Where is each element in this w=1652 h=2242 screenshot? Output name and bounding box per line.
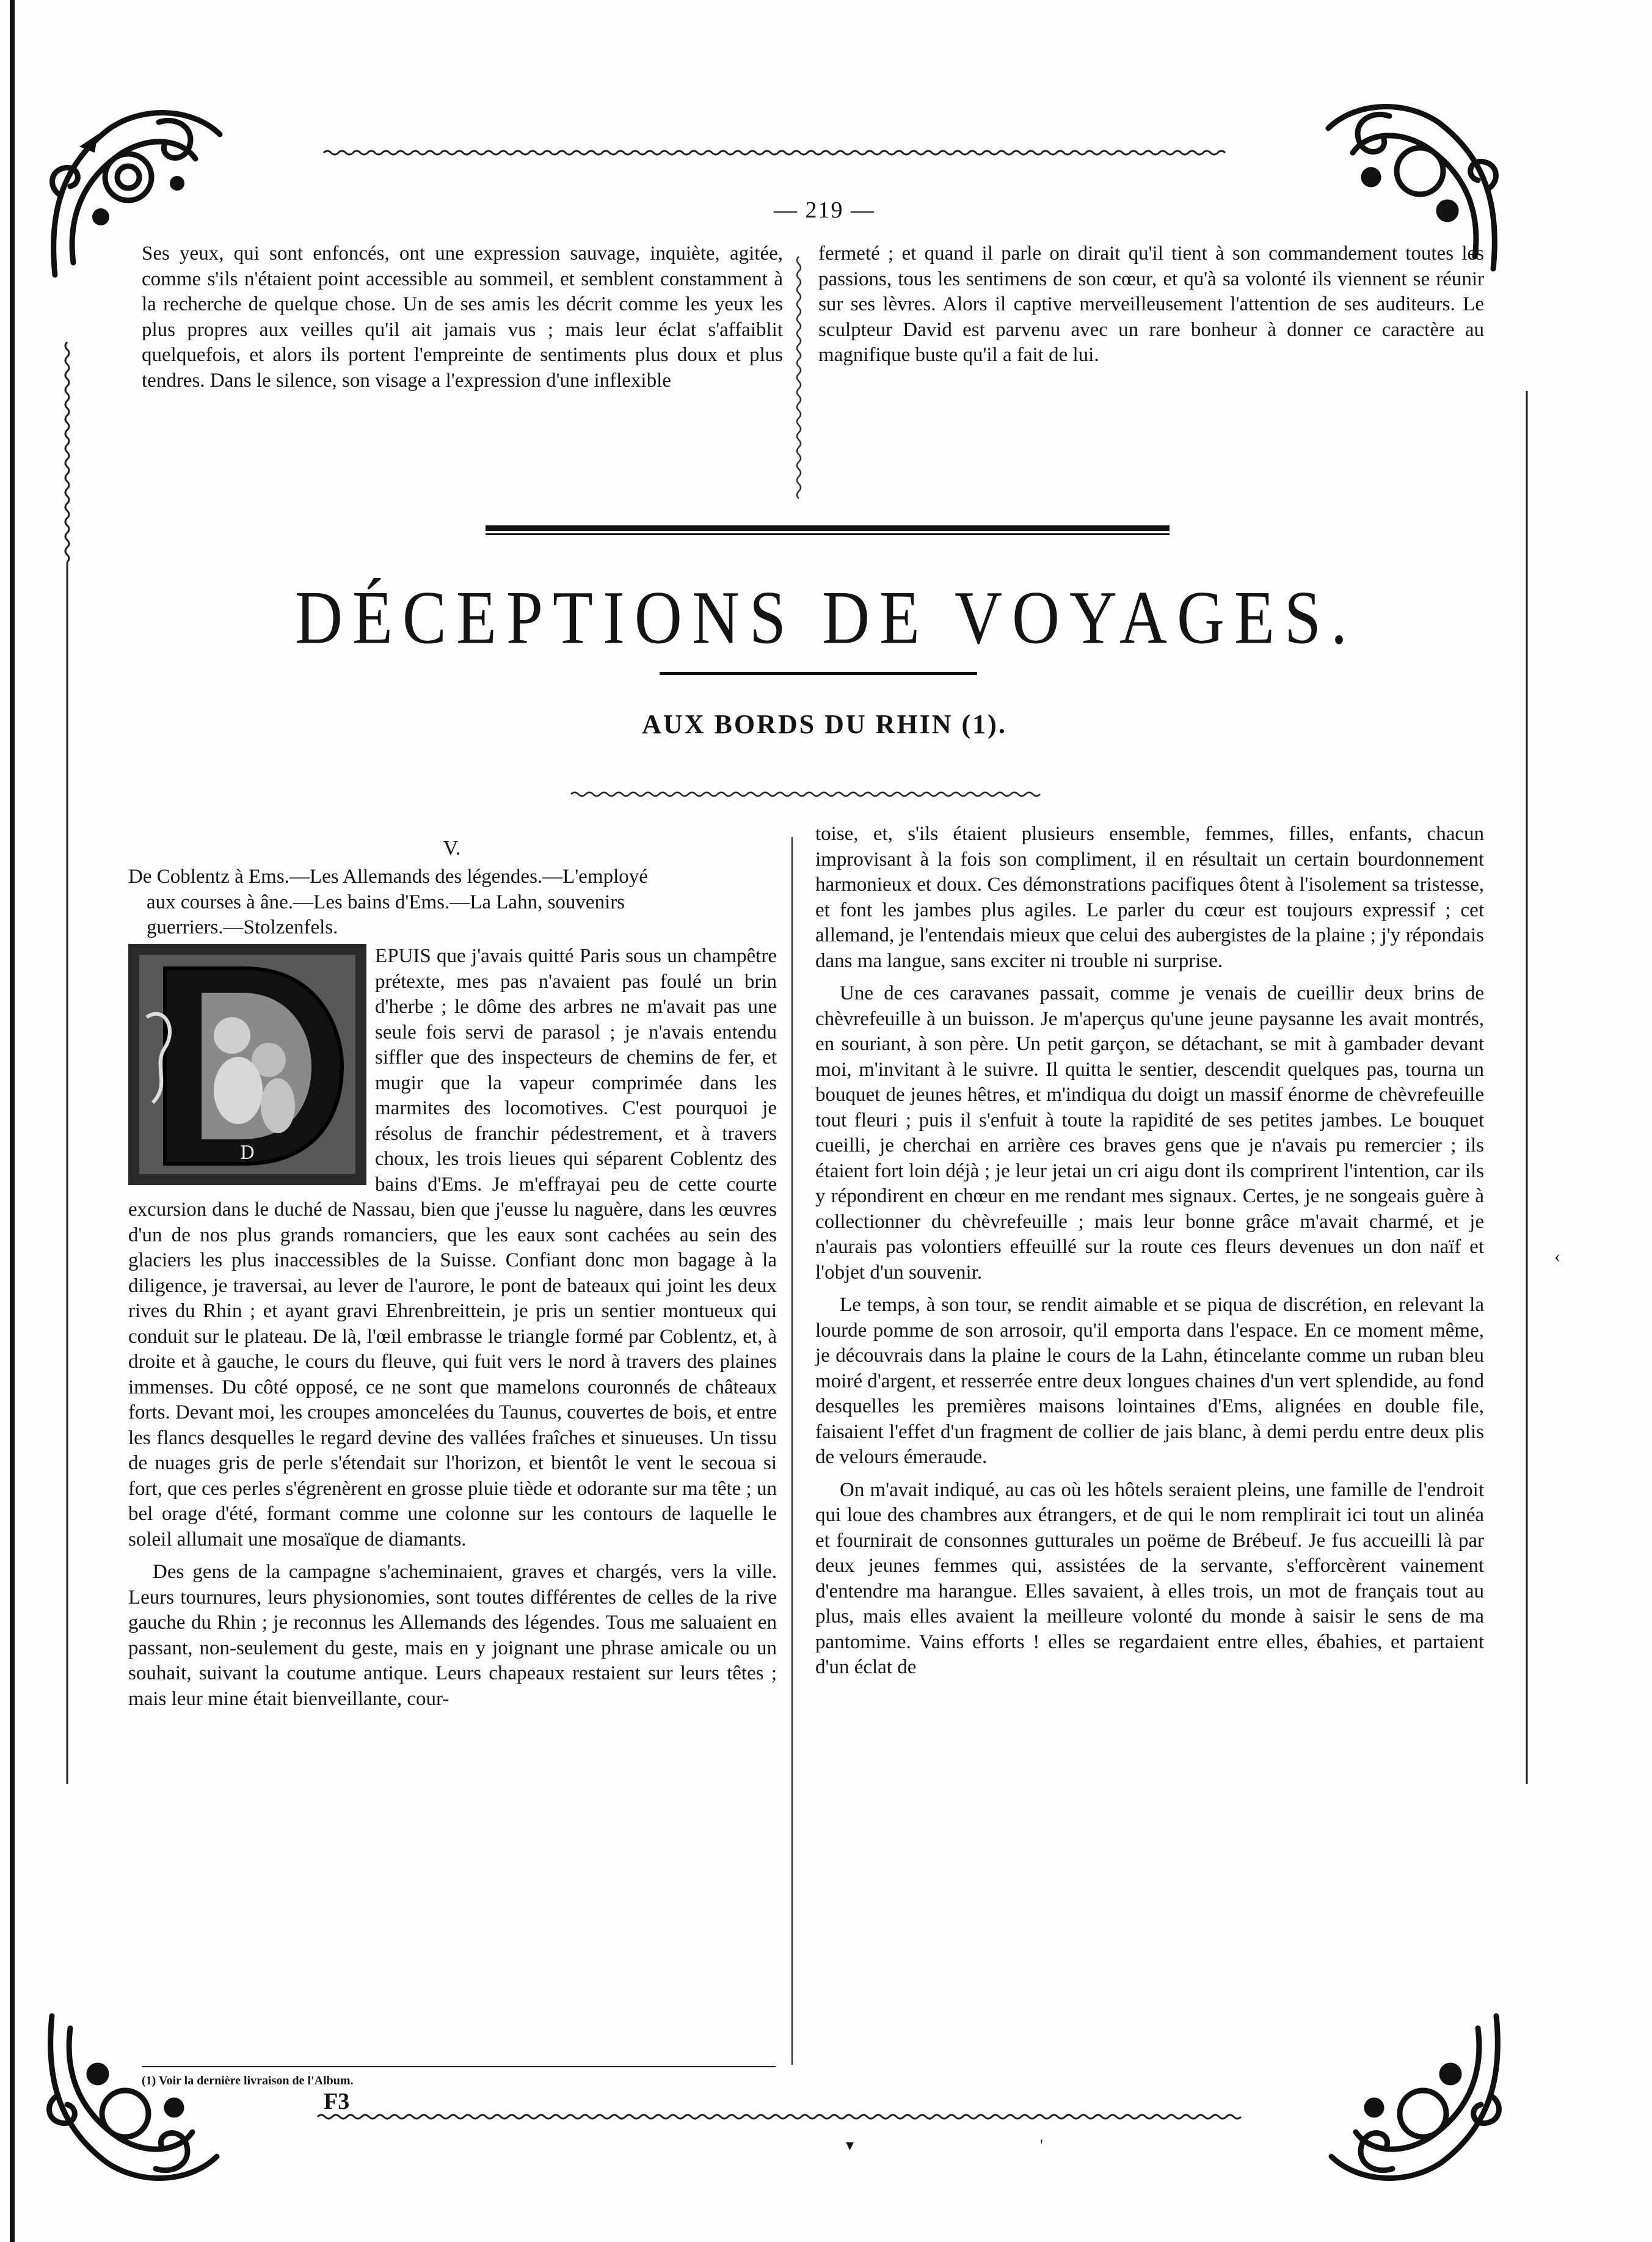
section-number: V. bbox=[443, 837, 461, 860]
article-paragraph: Des gens de la campagne s'acheminaient, graves et chargés, vers la ville. Leurs tournures, leurs physionomies, sont toutes différentes de celles de la rive gauche du Rhin ; je reconnus les Allemands des légendes. Tous me saluaient en passant, non-seulement du geste, mais en y joignant une phrase amicale ou un souhait, suivant la coutume antique. Leurs chapeaux restaient sur leurs têtes ; mais leur mine était bienveillante, cour- bbox=[128, 1561, 777, 1710]
printer-signature: F3 bbox=[324, 2089, 350, 2114]
summary-line: De Coblentz à Ems.—Les Allemands des légendes.—L'employé bbox=[128, 866, 648, 888]
top-right-column bbox=[818, 241, 1484, 376]
article-right-column bbox=[815, 822, 1484, 1688]
article-paragraph: toise, et, s'ils étaient plusieurs ensemble, femmes, filles, enfants, chacun improvisant à la fois son compliment, il en résultait un certain bourdonnement harmonieux et doux. Ces démonstrations pacifiques ôtent à l'isolement sa tristesse, et font les jambes plus agiles. Le parler du cœur est toujours expressif ; cet allemand, je l'entendais mieux que celui des aubergistes de la plaine ; j'y répondais dans ma langue, sans exciter ni trouble ni surprise. bbox=[815, 823, 1484, 972]
page-number: — 219 — bbox=[774, 197, 875, 223]
article-title: DÉCEPTIONS DE VOYAGES. bbox=[294, 576, 1358, 660]
summary-line: aux courses à âne.—Les bains d'Ems.—La Lahn, souvenirs bbox=[147, 891, 625, 913]
dropcap-letter: D bbox=[239, 1142, 255, 1164]
bottom-mark: ' bbox=[1040, 2136, 1043, 2154]
article-paragraph: On m'avait indiqué, au cas où les hôtels seraient pleins, une famille de l'endroit qui loue des chambres aux étrangers, et de qui le nom remplirait ici tout un alinéa et fournirait de consonnes gutturales un poëme de Brébeuf. Je fus accueilli là par deux jeunes femmes qui, assistées de la servante, s'efforcèrent vainement d'entendre ma harangue. Elles savaient, à elles trois, un mot de français tout au plus, mais elles avaient la meilleure volonté du monde à saisir le sens de ma pantomime. Vains efforts ! elles se regardaient entre elles, ébahies, et partaient d'un éclat de bbox=[815, 1478, 1484, 1678]
article-left-column bbox=[128, 944, 777, 1719]
top-left-paragraph: Ses yeux, qui sont enfoncés, ont une expression sauvage, inquiète, agitée, comme s'ils n'étaient point accessible au sommeil, et semblent constamment à la recherche de quelque chose. Un de ses amis les décrit comme les yeux les plus propres aux veilles qu'il ait jamais vus ; mais leur éclat s'affaiblit quelquefois, et alors ils portent l'empreinte de sentiments plus doux et plus tendres. Dans le silence, son visage a l'expression d'une inflexible bbox=[142, 243, 783, 392]
article-paragraph: EPUIS que j'avais quitté Paris sous un champêtre prétexte, mes pas n'avaient pas foulé un brin d'herbe ; le dôme des arbres ne m'avait pas une seule fois servi de parasol ; je n'avais entendu siffler que des inspecteurs de chemins de fer, et mugir que la vapeur comprimée dans les marmites des locomotives. C'est pourquoi je résolus de franchir pédestrement, et à travers choux, les trois lieues qui séparent Coblentz des bains d'Ems. Je m'effrayai peu de cette courte excursion dans le duché de Nassau, bien que j'eusse lu naguère, dans les œuvres d'un de nos plus grands romanciers, que les eaux sont cachées au sein des glaciers les plus inaccessibles de la Suisse. Confiant donc mon bagage à la diligence, je traversai, au lever de l'aurore, le pont de bateaux qui joint les deux rives du Rhin ; et ayant gravi Ehrenbreittein, je pris un sentier montueux qui conduit sur le plateau. De là, l'œil embrasse le triangle formé par Coblentz, et, à droite et à gauche, le cours du fleuve, qui fuit vers le nord à travers des plaines immenses. Du côté opposé, ce ne sont que mamelons couronnés de châteaux forts. Devant moi, les croupes amoncelées du Taunus, couvertes de bois, et entre les flancs desquelles le regard devine des vallées fraîches et sinueuses. Un tissu de nuages gris de perle s'étendait sur l'horizon, et bientôt le vent le secoua si fort, que ces perles s'égrenèrent en grosse pluie tiède et odorante sur ma tête ; un bel orage d'été, formant comme une colonne sur les contours de laquelle le soleil allumait une mosaïque de diamants. bbox=[128, 945, 777, 1550]
corner-ornament-bottom-right bbox=[1313, 1998, 1515, 2199]
corner-ornament-bottom-left bbox=[34, 1998, 235, 2199]
footnote: (1) Voir la dernière livraison de l'Album. bbox=[142, 2074, 354, 2087]
margin-mark: ‹ bbox=[1554, 1246, 1560, 1266]
article-paragraph: Le temps, à son tour, se rendit aimable et se piqua de discrétion, en relevant la lourde pomme de son arrosoir, qu'il emporta dans l'espace. En ce moment même, je découvrais dans la plaine le cours de la Lahn, étincelante comme un ruban bleu moiré d'argent, et resserrée entre deux longues chaines d'un vert splendide, au fond desquelles les premières maisons lointaines d'Ems, alignées en double file, faisaient l'effet d'un fragment de collier de jais blanc, à demi perdu entre deux plis de velours émeraude. bbox=[815, 1294, 1484, 1468]
dropcap-illustration bbox=[128, 944, 366, 1185]
article-subtitle: AUX BORDS DU RHIN (1). bbox=[642, 709, 1007, 739]
top-left-column bbox=[142, 241, 783, 401]
chapter-summary bbox=[128, 864, 776, 941]
summary-line: guerriers.—Stolzenfels. bbox=[147, 916, 338, 938]
article-paragraph: Une de ces caravanes passait, comme je venais de cueillir deux brins de chèvrefeuille à un buisson. Je m'aperçus qu'une jeune paysanne les avait montrés, en souriant, à son père. Un petit garçon, se détachant, se mit à gambader devant moi, m'invitant à le suivre. Il quitta le sentier, descendit quelques pas, tourna un bouquet de jeunes hêtres, et m'indiqua du doigt un massif énorme de chèvrefeuille tout fleuri ; puis il s'enfuit à toute la rapidité de ses petites jambes. Le bouquet cueilli, je cherchai en arrière ces braves gens que je n'avais pu remercier ; ils étaient fort loin déjà ; je leur jetai un cri aigu dont ils comprirent l'intention, car ils y répondirent en chœur en me rendant mes signaux. Certes, je ne songeais guère à collectionner du chèvrefeuille ; mais leur bonne grâce m'avait charmé, et je n'aurais pas volontiers effeuillé sur la route ces fleurs devenues un don naïf et l'objet d'un souvenir. bbox=[815, 982, 1484, 1283]
bottom-mark: ▾ bbox=[846, 2136, 854, 2154]
top-right-paragraph: fermeté ; et quand il parle on dirait qu'il tient à son commandement toutes les passions, tous les sentimens de son cœur, et qu'à sa volonté ils viennent se réunir sur ses lèvres. Alors il captive merveilleusement l'attention de ses auditeurs. Le sculpteur David est parvenu avec un rare bonheur à donner ce caractère au magnifique buste qu'il a fait de lui. bbox=[818, 243, 1484, 366]
